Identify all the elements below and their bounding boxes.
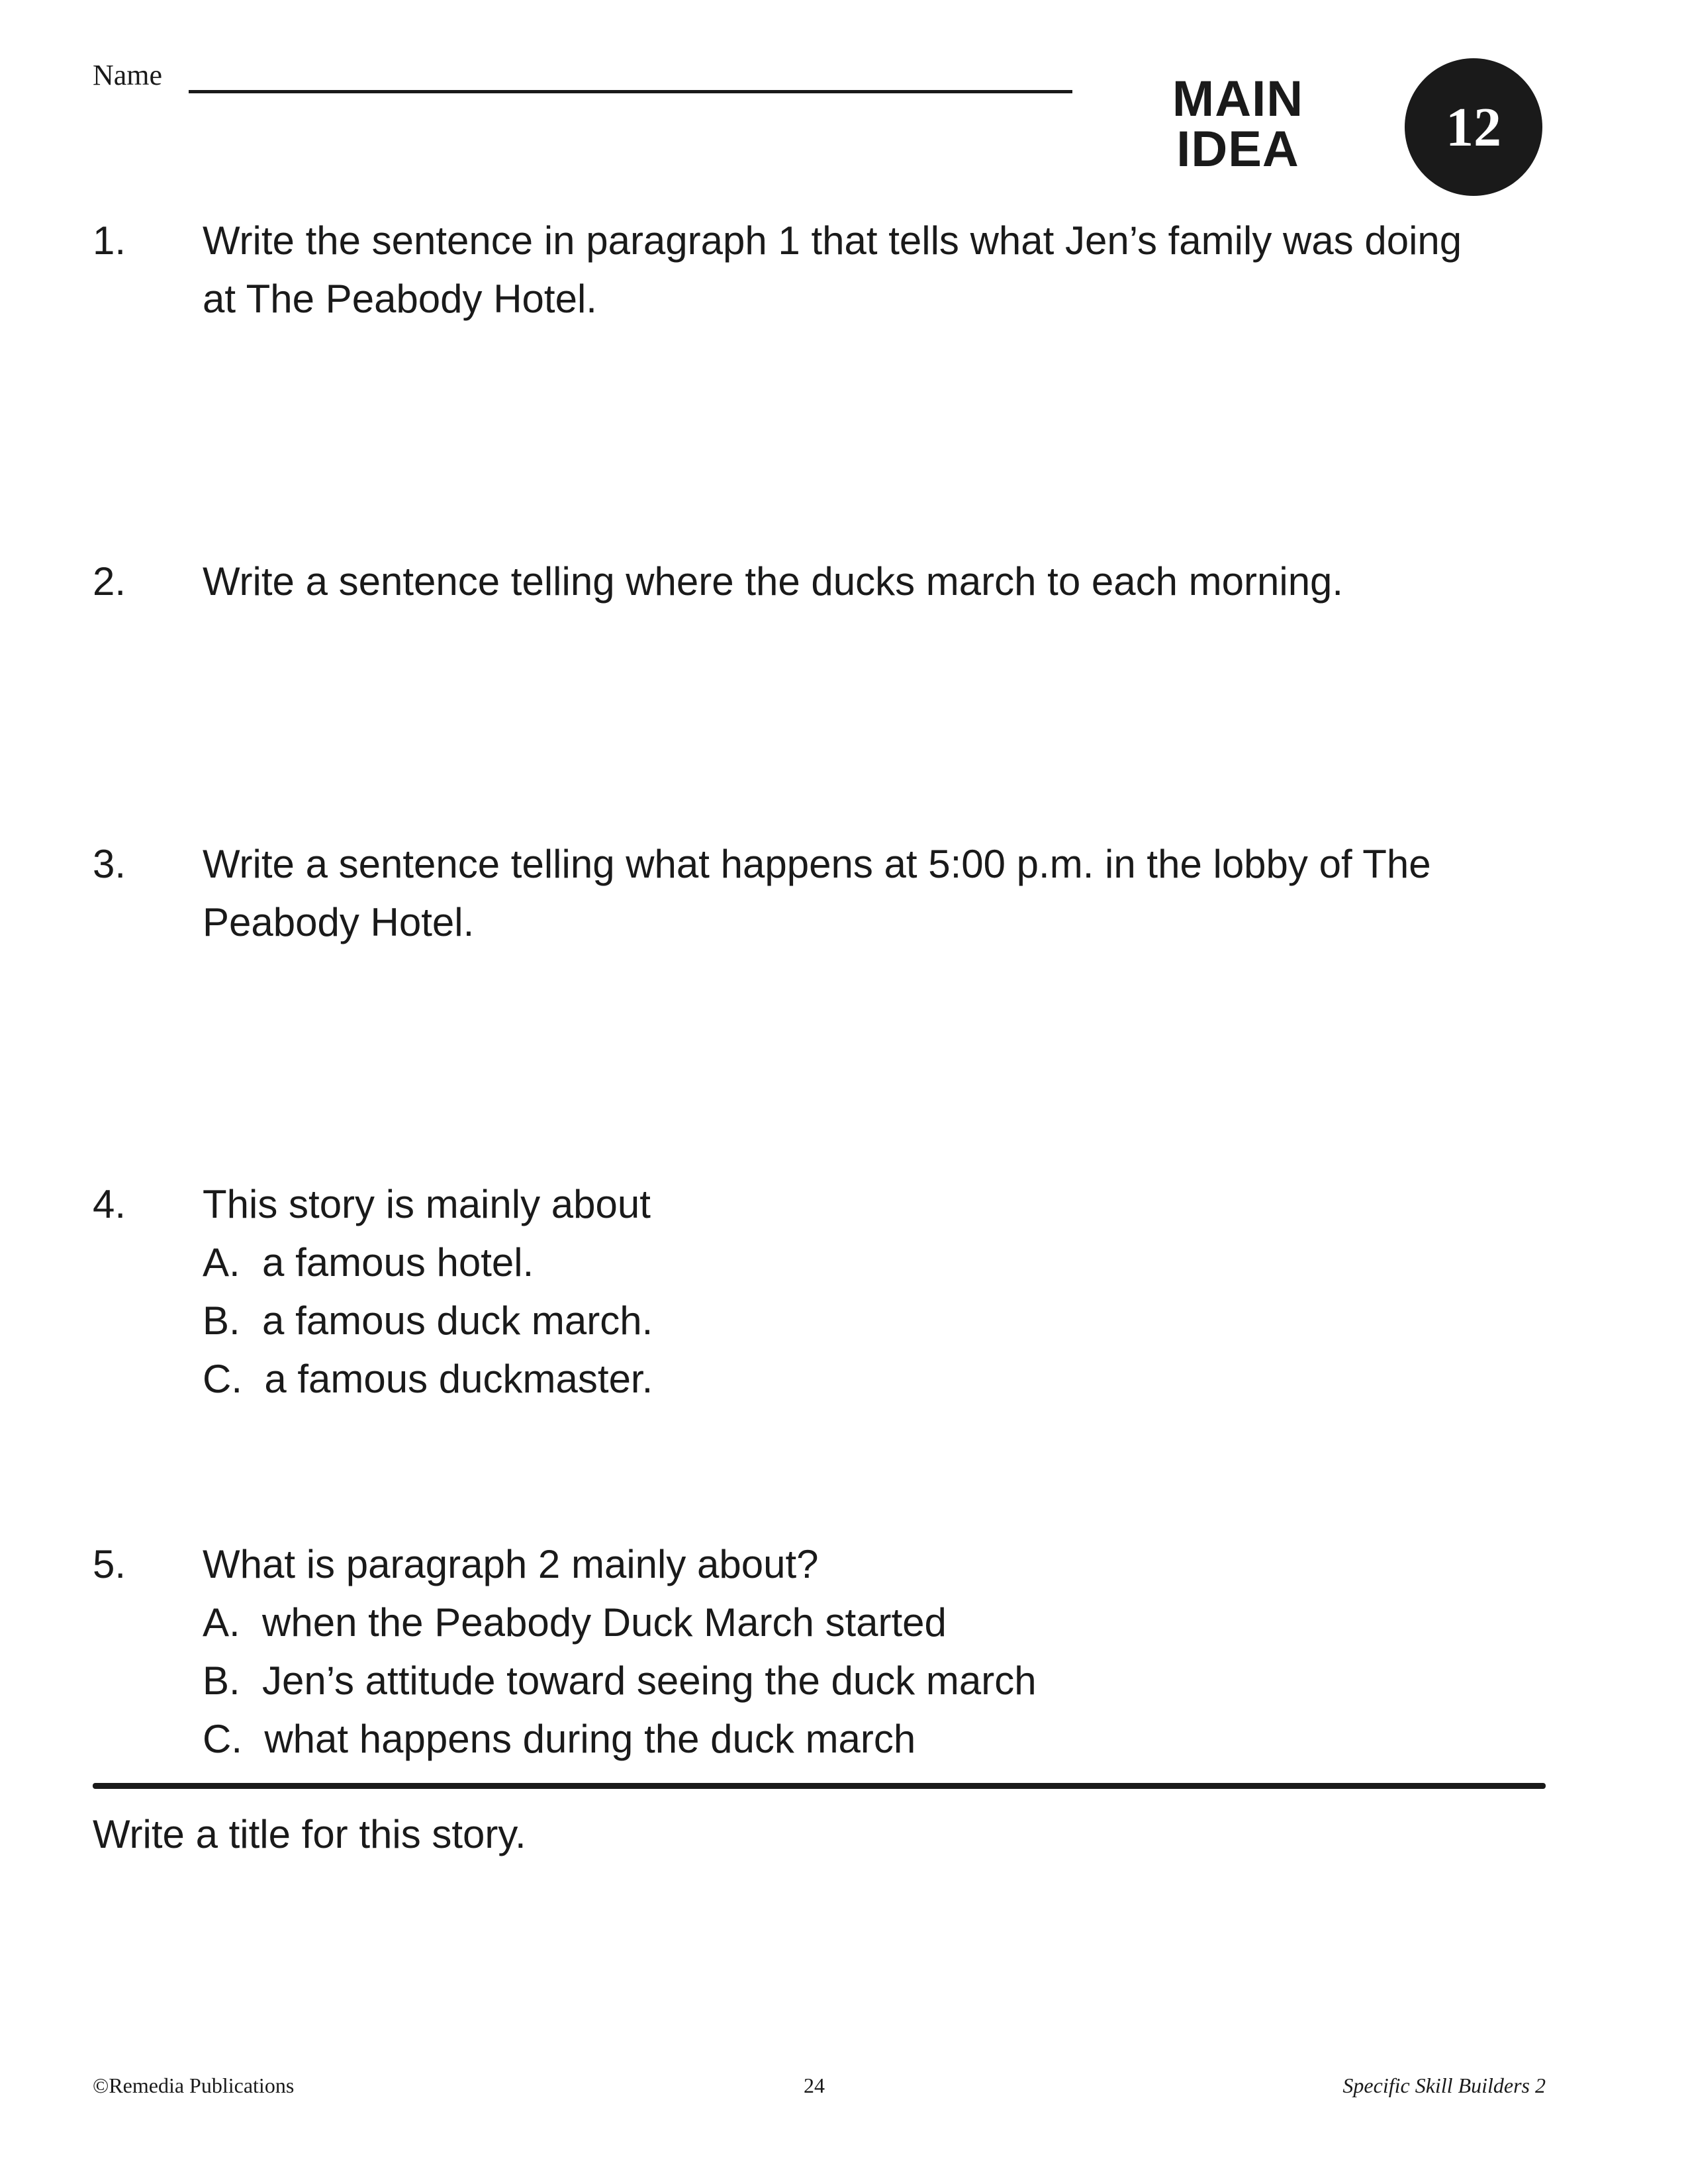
question-1-number: 1. [93,218,126,263]
question-4-number: 4. [93,1182,126,1226]
name-label: Name [93,59,163,91]
question-4-option-b[interactable]: B. a famous duck march. [203,1298,653,1343]
skill-heading-line2: IDEA [1176,121,1299,177]
lesson-number: 12 [1446,96,1501,158]
title-prompt: Write a title for this story. [93,1812,526,1856]
question-1-line-2: at The Peabody Hotel. [203,277,597,321]
question-3-number: 3. [93,842,126,886]
question-4-text [203,1175,1560,1408]
question-3-line-2: Peabody Hotel. [203,900,475,944]
skill-heading [1152,71,1324,177]
skill-heading-line1: MAIN [1172,71,1304,127]
question-3-text [203,835,1560,952]
question-5-option-c[interactable]: C. what happens during the duck march [203,1717,916,1761]
question-5-line-1: What is paragraph 2 mainly about? [203,1542,819,1586]
question-3-line-1: Write a sentence telling what happens at 5:00 p.m. in the lobby of The [203,842,1431,886]
question-5-option-b[interactable]: B. Jen’s attitude toward seeing the duck march [203,1659,1037,1703]
question-4-option-a[interactable]: A. a famous hotel. [203,1240,534,1285]
question-2-text [203,553,1560,611]
section-divider [93,1783,1546,1789]
question-5-text [203,1535,1560,1768]
question-1-line-1: Write the sentence in paragraph 1 that tells what Jen’s family was doing [203,218,1462,263]
footer-page-number: 24 [804,2073,825,2097]
lesson-number-badge [1405,58,1542,196]
footer-publisher: ©Remedia Publications [93,2073,295,2097]
question-5-number: 5. [93,1542,126,1586]
question-5-option-a[interactable]: A. when the Peabody Duck March started [203,1600,947,1645]
question-1-text [203,212,1560,328]
question-2-line-1: Write a sentence telling where the ducks march to each morning. [203,559,1344,604]
footer-book-title: Specific Skill Builders 2 [1342,2073,1546,2097]
name-input-line[interactable] [189,90,1072,93]
question-4-line-1: This story is mainly about [203,1182,651,1226]
question-2-number: 2. [93,559,126,604]
question-4-option-c[interactable]: C. a famous duckmaster. [203,1357,653,1401]
